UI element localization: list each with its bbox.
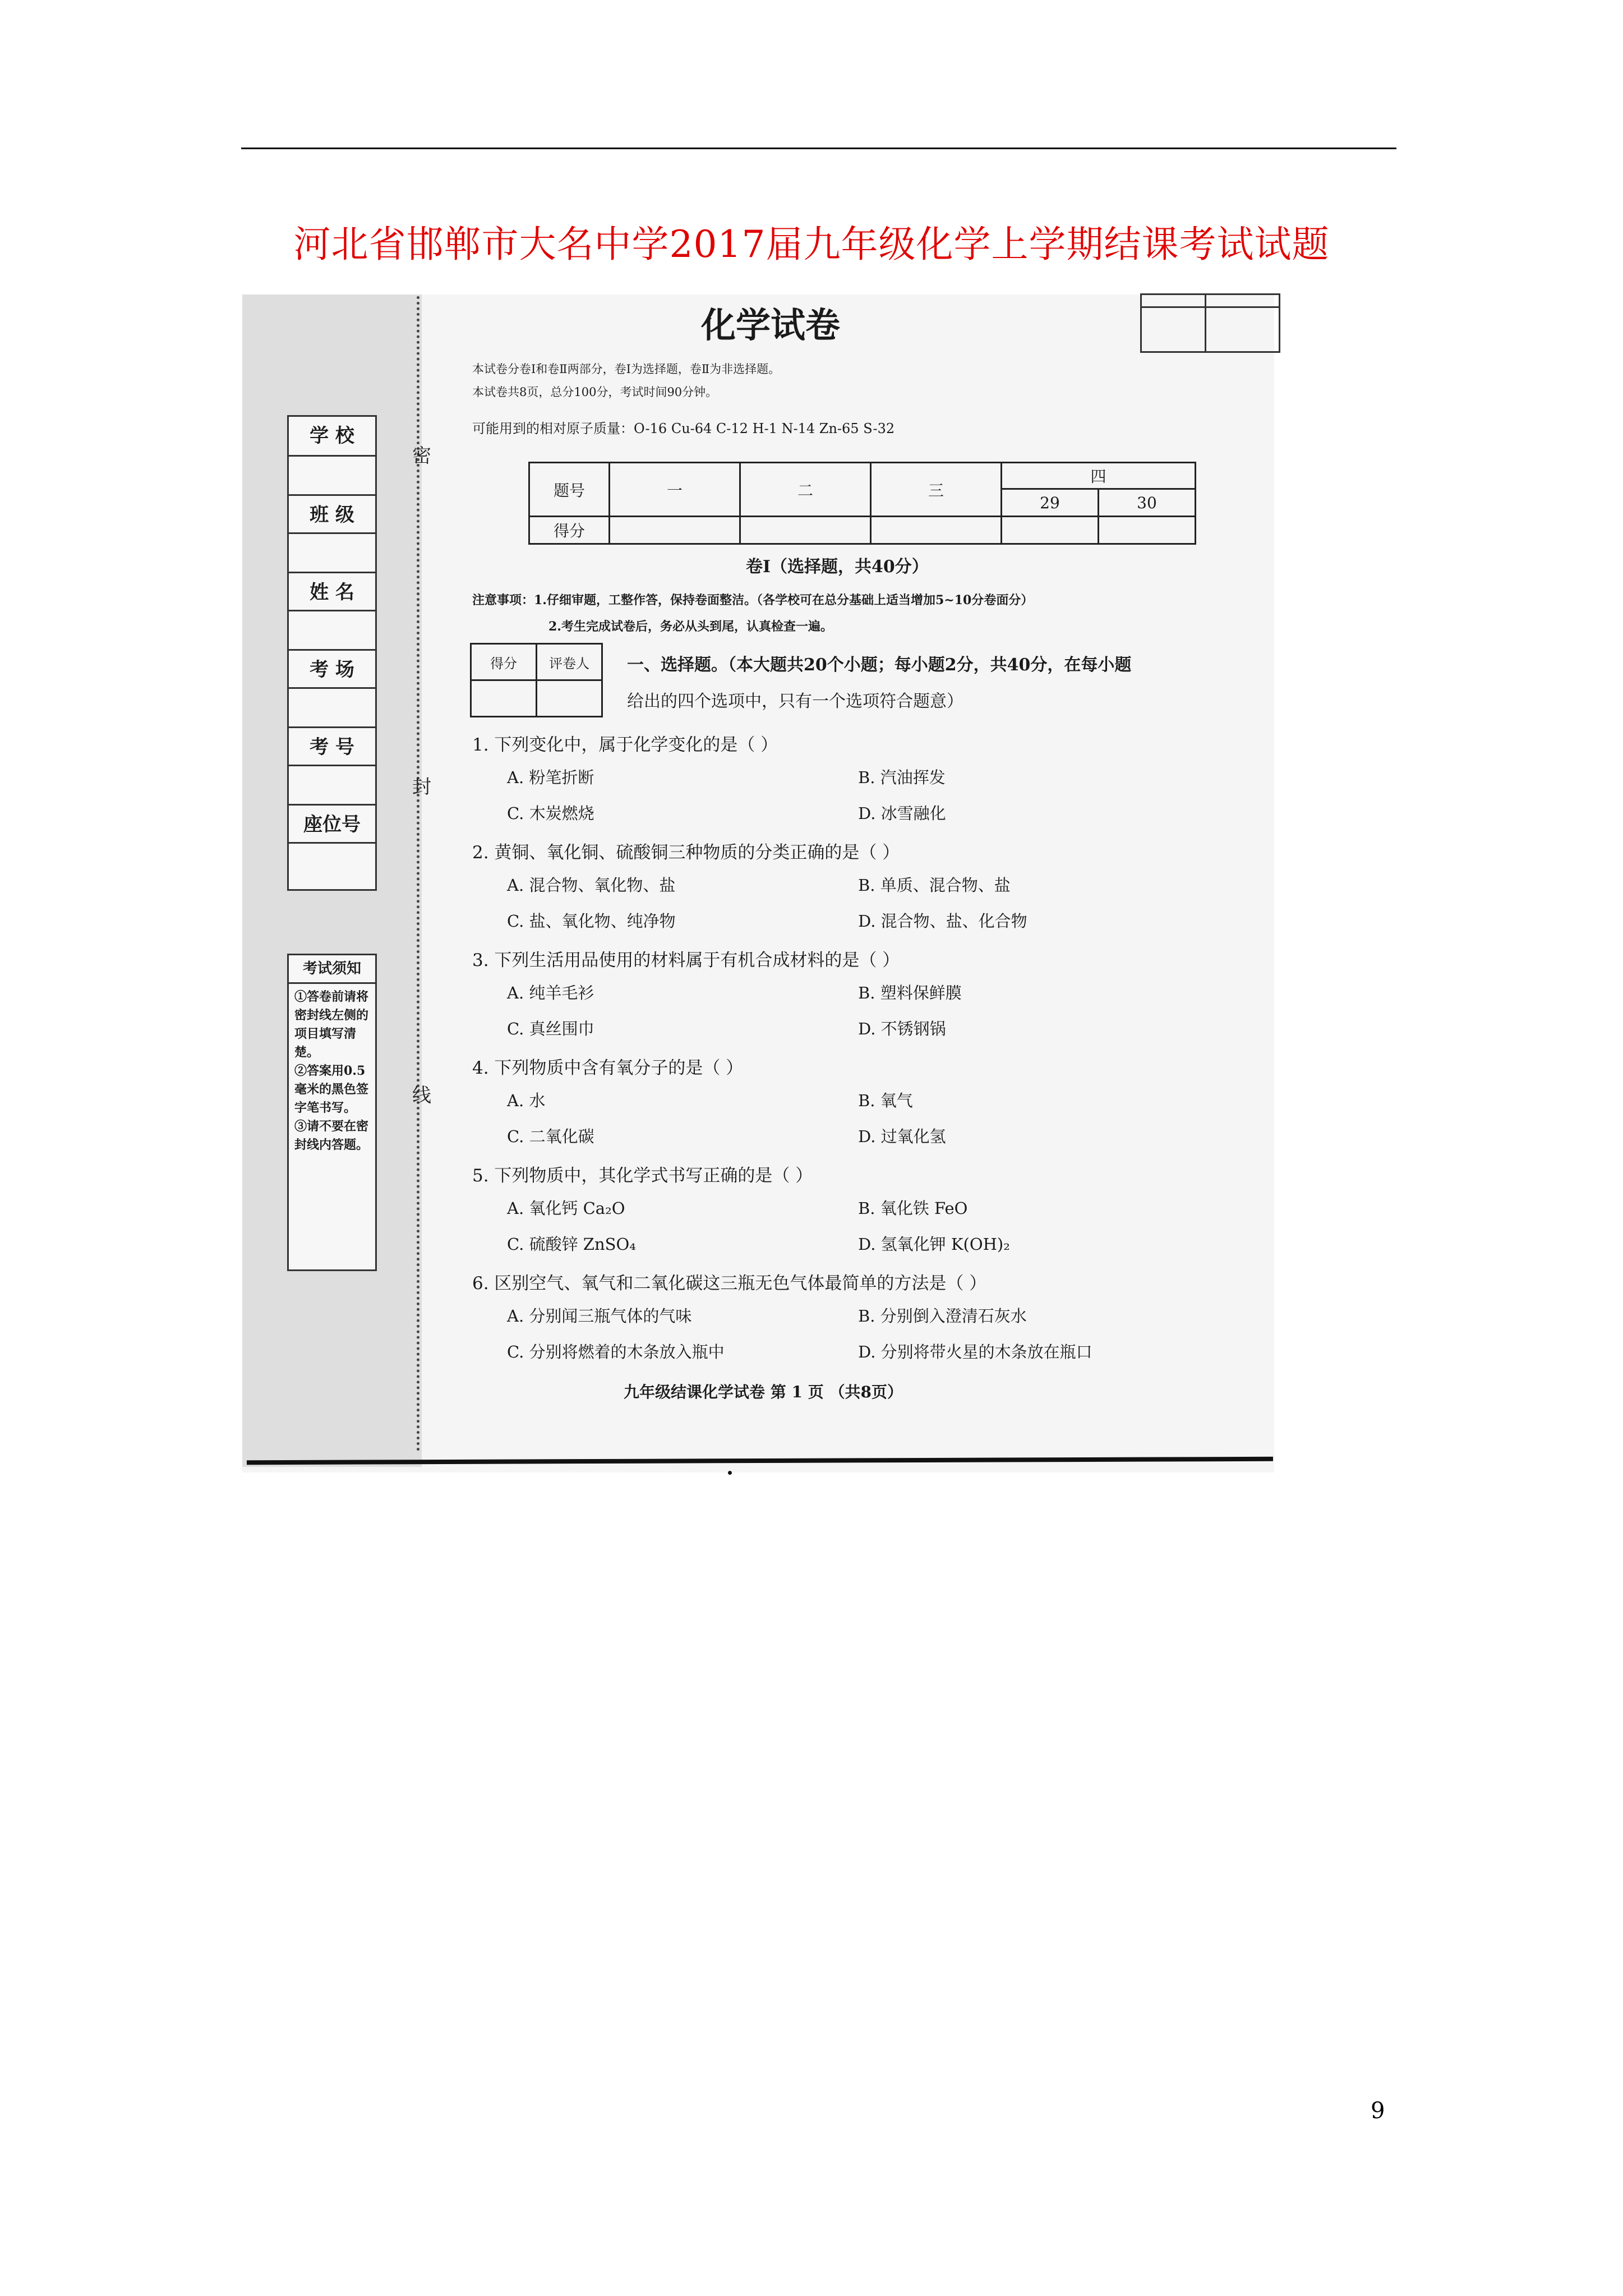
option: C. 盐、氧化物、纯净物 [507, 912, 676, 931]
student-info-box [287, 415, 377, 891]
grader-table [470, 643, 603, 717]
option: C. 硫酸锌 ZnSO₄ [507, 1235, 636, 1254]
info-blank [289, 687, 375, 728]
question-stem: 4. 下列物质中含有氧分子的是（ ） [472, 1058, 744, 1078]
notes-line: 注意事项：1.仔细审题，工整作答，保持卷面整洁。（各学校可在总分基础上适当增加5~10分卷面分） [472, 593, 1034, 608]
option: C. 木炭燃烧 [507, 804, 594, 823]
question-stem: 2. 黄铜、氧化铜、硫酸铜三种物质的分类正确的是（ ） [472, 843, 900, 863]
section-heading-cont: 给出的四个选项中，只有一个选项符合题意） [627, 692, 963, 711]
option: A. 氧化钙 Ca₂O [507, 1199, 625, 1218]
exam-intro: 本试卷共8页，总分100分，考试时间90分钟。 [472, 385, 718, 399]
option: C. 真丝围巾 [507, 1019, 594, 1038]
question-stem: 1. 下列变化中，属于化学变化的是（ ） [472, 735, 778, 755]
score-header: 三 [871, 463, 1002, 517]
option: B. 氧化铁 FeO [858, 1199, 968, 1218]
section-heading: 一、选择题。（本大题共20个小题；每小题2分，共40分，在每小题 [627, 655, 1132, 675]
option: A. 水 [507, 1091, 546, 1110]
document-title: 河北省邯郸市大名中学2017届九年级化学上学期结课考试试题 [293, 223, 1330, 266]
info-blank [289, 765, 375, 806]
option: A. 纯羊毛衫 [507, 983, 594, 1002]
score-sub: 30 [1099, 489, 1196, 517]
seal-char: 封 [412, 776, 431, 798]
option: B. 单质、混合物、盐 [858, 876, 1011, 895]
grader-name: 评卷人 [537, 644, 602, 680]
info-exam-number: 考 号 [289, 726, 375, 766]
option: D. 分别将带火星的木条放在瓶口 [858, 1342, 1092, 1361]
option: B. 塑料保鲜膜 [858, 983, 962, 1002]
option: D. 不锈钢锅 [858, 1019, 946, 1038]
info-school: 学 校 [310, 425, 354, 447]
info-name: 姓 名 [289, 572, 375, 611]
option: C. 分别将燃着的木条放入瓶中 [507, 1342, 725, 1361]
score-sub: 29 [1002, 489, 1099, 517]
score-row-label: 得分 [529, 517, 610, 544]
info-blank [289, 842, 375, 883]
notice-title: 考试须知 [289, 955, 375, 984]
part-title: 卷Ⅰ（选择题，共40分） [746, 557, 929, 577]
question-stem: 5. 下列物质中，其化学式书写正确的是（ ） [472, 1166, 813, 1186]
score-header: 四 [1002, 463, 1196, 489]
question-stem: 3. 下列生活用品使用的材料属于有机合成材料的是（ ） [472, 950, 900, 970]
info-blank [289, 610, 375, 651]
score-header: 一 [610, 463, 740, 517]
option: D. 混合物、盐、化合物 [858, 912, 1027, 931]
score-table [528, 462, 1196, 545]
option: B. 汽油挥发 [858, 768, 946, 787]
seal-char: 密 [412, 445, 431, 467]
info-blank [289, 532, 375, 573]
option: C. 二氧化碳 [507, 1127, 594, 1146]
notice-text: ①答卷前请将密封线左侧的项目填写清楚。 ②答案用0.5毫米的黑色签字笔书写。 ③请不要在密封线内答题。 [294, 990, 369, 1152]
option: A. 粉笔折断 [507, 768, 594, 787]
exam-notice-box [287, 954, 377, 1271]
info-seat: 座位号 [289, 804, 375, 844]
option: A. 混合物、氧化物、盐 [507, 876, 676, 895]
option: D. 氢氧化钾 K(OH)₂ [858, 1235, 1010, 1254]
option: D. 过氧化氢 [858, 1127, 946, 1146]
atomic-masses: 可能用到的相对原子质量：O-16 Cu-64 C-12 H-1 N-14 Zn-65 S-32 [472, 421, 895, 436]
info-blank [289, 455, 375, 496]
score-header: 二 [740, 463, 871, 517]
option: D. 冰雪融化 [858, 804, 946, 823]
header-rule [241, 148, 1396, 149]
page-number: 9 [1371, 2098, 1385, 2124]
score-header: 题号 [529, 463, 610, 517]
exam-title: 化学试卷 [701, 305, 841, 346]
corner-score-box [1140, 293, 1280, 353]
info-room: 考 场 [289, 649, 375, 689]
sheet-footer: 九年级结课化学试卷 第 1 页 （共8页） [624, 1383, 903, 1401]
seal-line [417, 296, 419, 1452]
option: B. 氧气 [858, 1091, 913, 1110]
question-stem: 6. 区别空气、氧气和二氧化碳这三瓶无色气体最简单的方法是（ ） [472, 1273, 987, 1294]
option: B. 分别倒入澄清石灰水 [858, 1306, 1027, 1326]
info-class: 班 级 [289, 494, 375, 534]
grader-score: 得分 [471, 644, 537, 680]
seal-char: 线 [412, 1084, 431, 1107]
exam-intro: 本试卷分卷Ⅰ和卷Ⅱ两部分，卷Ⅰ为选择题，卷Ⅱ为非选择题。 [472, 362, 781, 376]
option: A. 分别闻三瓶气体的气味 [507, 1306, 692, 1326]
notes-line: 2.考生完成试卷后，务必从头到尾，认真检查一遍。 [548, 619, 833, 634]
scan-dot [728, 1471, 732, 1475]
